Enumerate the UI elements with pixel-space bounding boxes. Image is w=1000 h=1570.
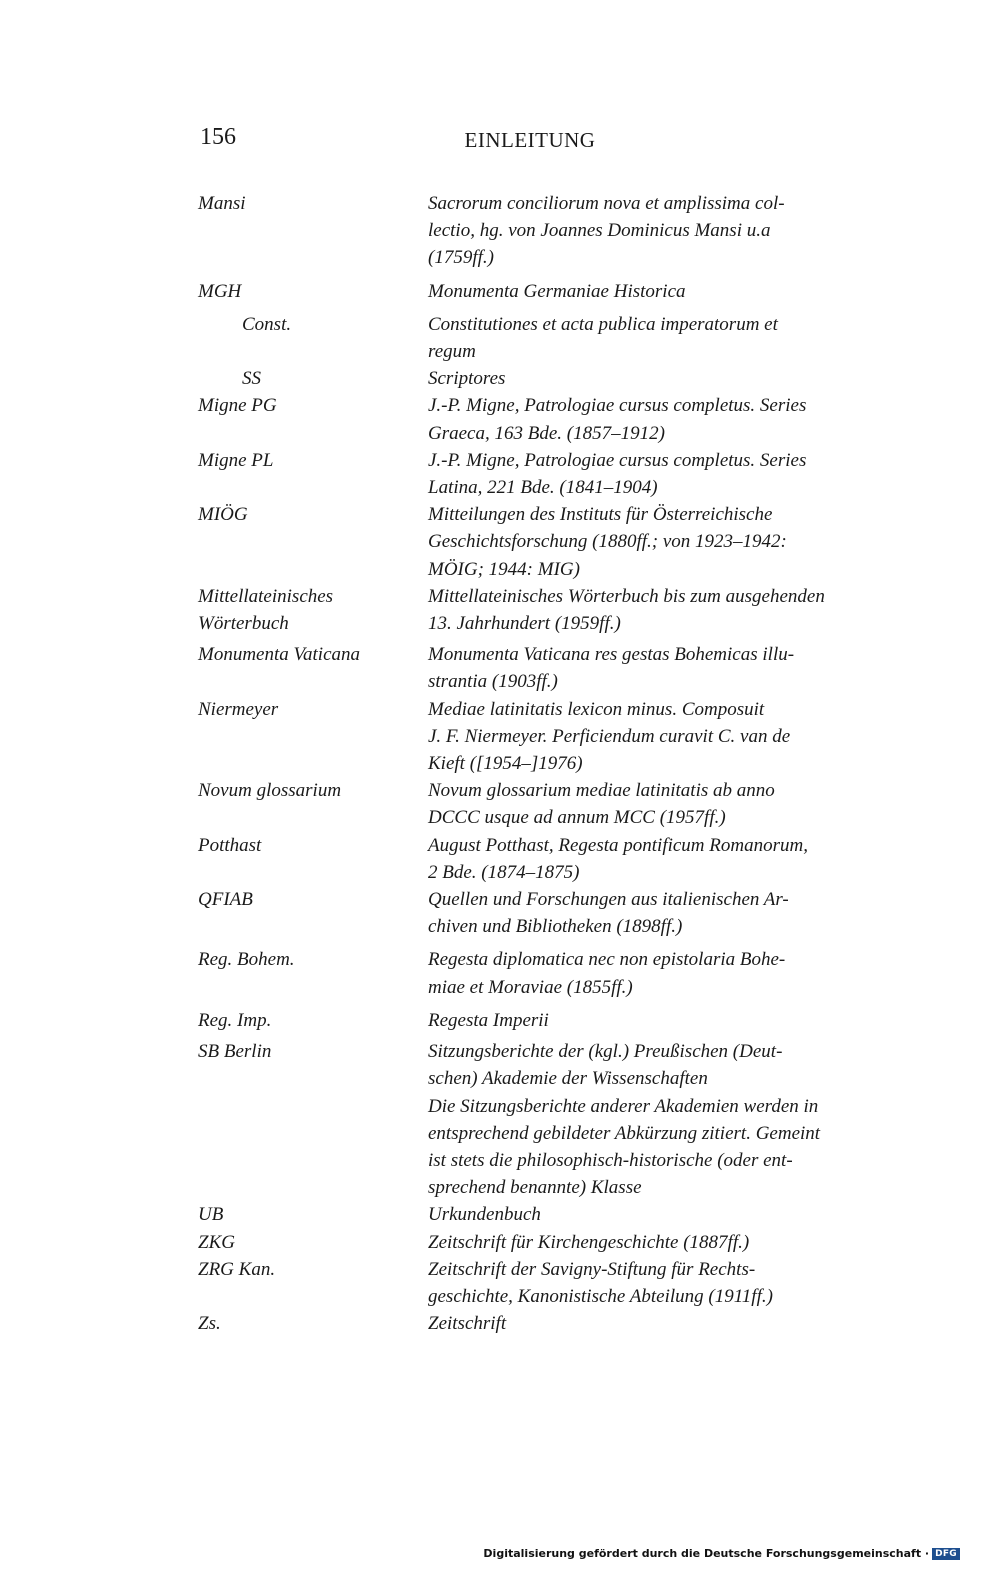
abbreviation-term: QFIAB	[198, 889, 253, 911]
abbreviation-entry	[198, 583, 892, 637]
abbreviation-term: ZRG Kan.	[198, 1258, 276, 1280]
description-line: Die Sitzungsberichte anderer Akademien werden in	[428, 1095, 819, 1117]
funding-footer	[483, 1547, 960, 1560]
abbreviation-term: Niermeyer	[198, 698, 279, 720]
abbreviation-term: Const.	[242, 313, 292, 335]
description-line: Mediae latinitatis lexicon minus. Composuit	[428, 698, 765, 720]
abbreviation-entry	[198, 1310, 892, 1337]
abbreviation-entry	[198, 832, 892, 886]
abbreviation-description	[428, 1310, 892, 1337]
description-line: Novum glossarium mediae latinitatis ab anno	[428, 780, 775, 802]
description-line: miae et Moraviae (1855ff.)	[428, 976, 633, 998]
abbreviation-description	[428, 641, 892, 695]
abbreviation-description	[428, 1256, 892, 1310]
description-line: Zeitschrift der Savigny-Stiftung für Rechts-	[428, 1258, 756, 1280]
abbreviation-description	[428, 1229, 892, 1256]
abbreviation-term: Reg. Bohem.	[198, 949, 295, 971]
abbreviation-entry	[198, 1229, 892, 1256]
description-line: regum	[428, 341, 476, 363]
abbreviation-description	[428, 311, 892, 365]
abbreviation-term: UB	[198, 1204, 224, 1226]
abbreviation-entry	[198, 278, 892, 305]
page-header	[200, 124, 892, 164]
abbreviation-description	[428, 777, 892, 831]
abbreviation-entry	[198, 311, 892, 365]
description-line: Mittellateinisches Wörterbuch bis zum ausgehenden	[428, 585, 825, 607]
description-line: Geschichtsforschung (1880ff.; von 1923–1942:	[428, 531, 787, 553]
description-line: Scriptores	[428, 368, 506, 390]
description-line: Quellen und Forschungen aus italienischen Ar-	[428, 889, 789, 911]
abbreviation-description	[428, 190, 892, 272]
abbreviation-entry	[198, 447, 892, 501]
abbreviation-entry	[198, 501, 892, 583]
abbreviation-term: Monumenta Vaticana	[198, 644, 361, 666]
description-line: Sacrorum conciliorum nova et amplissima col-	[428, 193, 785, 214]
abbreviation-term: Migne PL	[198, 449, 274, 471]
abbreviation-term: MGH	[198, 280, 242, 302]
description-line: Regesta Imperii	[428, 1009, 549, 1031]
description-line: (1759ff.)	[428, 247, 494, 269]
description-line: J.-P. Migne, Patrologiae cursus completus. Series	[428, 395, 807, 417]
description-line: Regesta diplomatica nec non epistolaria Bohe-	[428, 949, 786, 971]
abbreviation-term: MIÖG	[198, 504, 248, 526]
description-line: geschichte, Kanonistische Abteilung (1911ff.)	[428, 1285, 773, 1307]
description-line: strantia (1903ff.)	[428, 671, 558, 693]
description-line: DCCC usque ad annum MCC (1957ff.)	[428, 807, 726, 829]
description-line: schen) Akademie der Wissenschaften	[428, 1068, 708, 1090]
funding-text: Digitalisierung gefördert durch die Deutsche Forschungsgemeinschaft ·	[483, 1547, 930, 1560]
abbreviation-term: Mittellateinisches Wörterbuch	[198, 585, 334, 635]
description-line: Monumenta Vaticana res gestas Bohemicas illu-	[428, 644, 795, 666]
description-line: chiven und Bibliotheken (1898ff.)	[428, 916, 683, 938]
abbreviation-term: ZKG	[198, 1231, 235, 1253]
abbreviation-description	[428, 583, 892, 637]
description-line: MÖIG; 1944: MIG)	[428, 558, 580, 580]
abbreviation-entry	[198, 392, 892, 446]
description-line: Constitutiones et acta publica imperatorum et	[428, 313, 778, 335]
description-line: 13. Jahrhundert (1959ff.)	[428, 613, 621, 635]
abbreviation-entry	[198, 365, 892, 392]
dfg-logo: DFG	[932, 1548, 960, 1560]
abbreviation-description	[428, 1038, 892, 1201]
description-line: 2 Bde. (1874–1875)	[428, 861, 580, 883]
description-line: August Potthast, Regesta pontificum Romanorum,	[428, 834, 808, 856]
description-line: Mitteilungen des Instituts für Österreichische	[428, 504, 773, 526]
abbreviation-entry	[198, 641, 892, 695]
abbreviation-term: Mansi	[198, 193, 246, 214]
abbreviation-description	[428, 946, 892, 1000]
description-line: ist stets die philosophisch-historische (oder ent-	[428, 1149, 793, 1171]
running-title: EINLEITUNG	[464, 128, 596, 152]
description-line: Kieft ([1954–]1976)	[428, 753, 583, 775]
description-line: J. F. Niermeyer. Perficiendum curavit C. van de	[428, 725, 791, 747]
abbreviation-entry	[198, 777, 892, 831]
abbreviation-entry	[198, 1007, 892, 1034]
description-line: lectio, hg. von Joannes Dominicus Mansi u.a	[428, 220, 771, 242]
abbreviation-entry	[198, 696, 892, 778]
description-line: Urkundenbuch	[428, 1204, 541, 1226]
description-line: Zeitschrift für Kirchengeschichte (1887ff.)	[428, 1231, 750, 1253]
abbreviation-description	[428, 886, 892, 940]
abbreviation-list	[198, 190, 892, 1337]
abbreviation-term: Reg. Imp.	[198, 1009, 272, 1031]
abbreviation-description	[428, 392, 892, 446]
abbreviation-description	[428, 1201, 892, 1228]
abbreviation-entry	[198, 886, 892, 940]
description-line: sprechend benannte) Klasse	[428, 1177, 642, 1199]
description-line: J.-P. Migne, Patrologiae cursus completus. Series	[428, 449, 807, 471]
description-line: Monumenta Germaniae Historica	[428, 280, 686, 302]
abbreviation-entry	[198, 1201, 892, 1228]
abbreviation-description	[428, 696, 892, 778]
abbreviation-term: Potthast	[198, 834, 262, 856]
abbreviation-entry	[198, 1256, 892, 1310]
description-line: Latina, 221 Bde. (1841–1904)	[428, 477, 658, 499]
abbreviation-description	[428, 447, 892, 501]
abbreviation-term: Novum glossarium	[198, 780, 342, 802]
abbreviation-term: Zs.	[198, 1313, 221, 1335]
abbreviation-term: SS	[242, 368, 261, 390]
description-line: Graeca, 163 Bde. (1857–1912)	[428, 422, 665, 444]
page-number: 156	[200, 124, 236, 150]
abbreviation-description	[428, 832, 892, 886]
abbreviation-description	[428, 365, 892, 392]
description-line: Zeitschrift	[428, 1313, 507, 1335]
abbreviation-term: Migne PG	[198, 395, 277, 417]
description-line: Sitzungsberichte der (kgl.) Preußischen (Deut-	[428, 1041, 783, 1063]
abbreviation-entry	[198, 1038, 892, 1201]
abbreviation-description	[428, 1007, 892, 1034]
abbreviation-entry	[198, 190, 892, 272]
description-line: entsprechend gebildeter Abkürzung zitiert. Gemeint	[428, 1122, 821, 1144]
abbreviation-description	[428, 278, 892, 305]
abbreviation-term: SB Berlin	[198, 1041, 272, 1063]
abbreviation-entry	[198, 946, 892, 1000]
abbreviation-description	[428, 501, 892, 583]
